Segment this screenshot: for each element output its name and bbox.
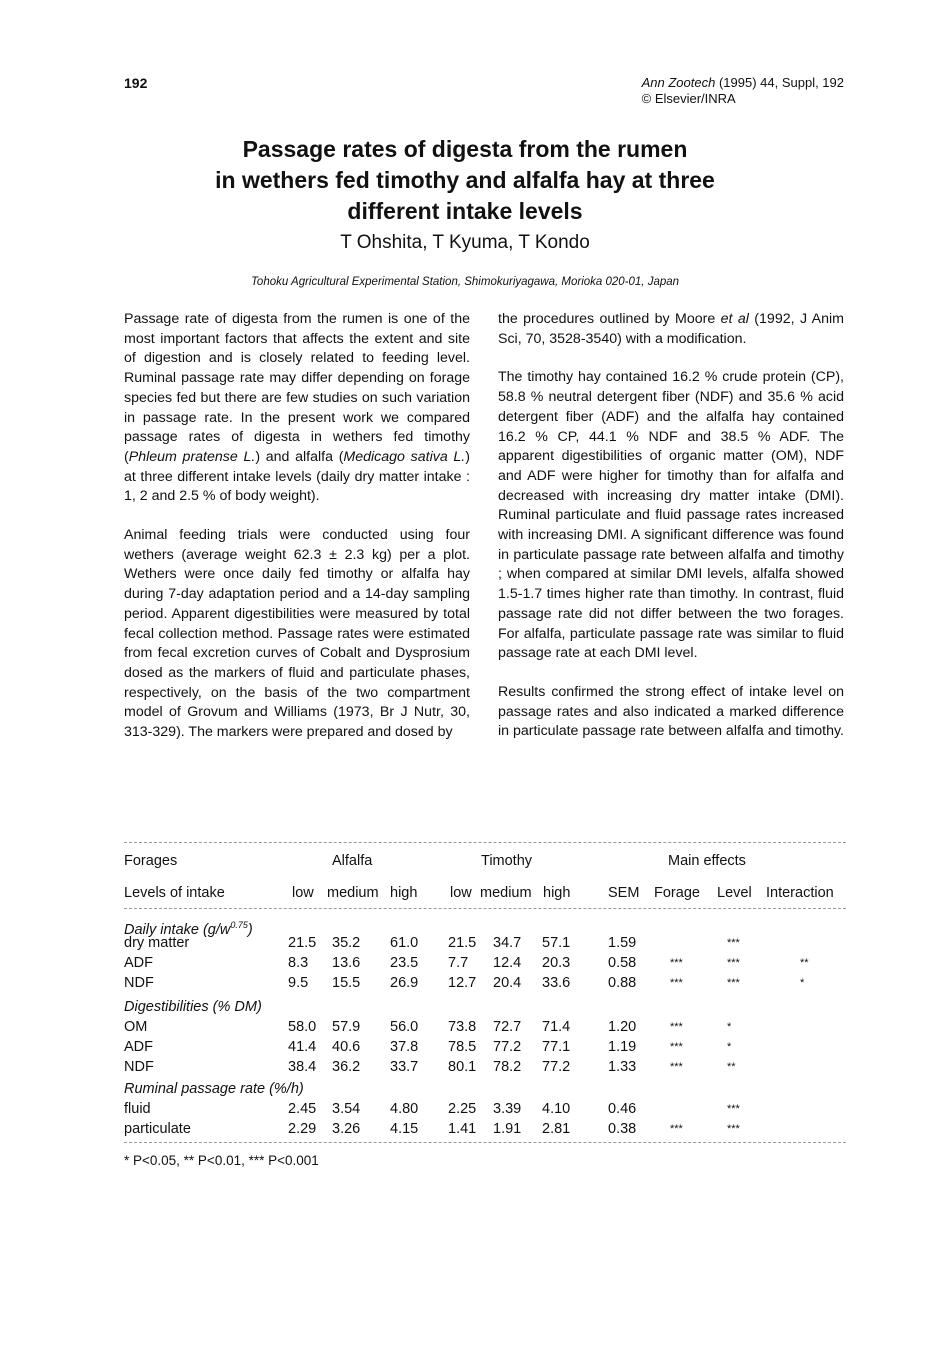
timothy-value: 71.4: [542, 1019, 571, 1035]
alfalfa-value: 4.80: [390, 1101, 419, 1117]
species-timothy: Phleum pratense L.: [128, 448, 256, 465]
alfalfa-value: 57.9: [332, 1019, 361, 1035]
alfalfa-value: 56.0: [390, 1019, 419, 1035]
section-daily-intake: Daily intake $(g/w^{0.75})$: [124, 920, 253, 938]
alfalfa-value: 33.7: [390, 1059, 419, 1075]
timothy-value: 2.81: [542, 1121, 571, 1137]
row-label: NDF: [124, 1059, 154, 1075]
timothy-value: 1.91: [493, 1121, 522, 1137]
header-rule: [124, 908, 846, 909]
authors: T Ohshita, T Kyuma, T Kondo: [340, 232, 590, 253]
timothy-value: 3.39: [493, 1101, 522, 1117]
journal-citation: [642, 75, 844, 107]
alfalfa-value: 13.6: [332, 955, 361, 971]
title-line-1: Passage rates of digesta from the rumen: [242, 136, 688, 162]
timothy-value: 33.6: [542, 975, 571, 991]
timothy-value: 20.3: [542, 955, 571, 971]
row-label: dry matter: [124, 935, 190, 951]
timothy-value: 80.1: [448, 1059, 477, 1075]
level-significance: *: [727, 1021, 732, 1033]
row-label: NDF: [124, 975, 154, 991]
sem-value: 1.33: [608, 1059, 637, 1075]
timothy-value: 77.2: [542, 1059, 571, 1075]
level-significance: **: [727, 1061, 736, 1073]
timothy-value: 77.2: [493, 1039, 522, 1055]
timothy-value: 34.7: [493, 935, 522, 951]
timothy-value: 7.7: [448, 955, 469, 971]
left-column: [124, 310, 470, 762]
sem-value: 0.38: [608, 1121, 637, 1137]
sem-value: 1.59: [608, 935, 637, 951]
timothy-value: 57.1: [542, 935, 571, 951]
header-alfalfa-high: high: [390, 885, 418, 901]
paragraph-1: Passage rate of digesta from the rumen is one of the most important factors that affects the extent and site of digestion and is closely related to feeding level. Ruminal passage rate may differ depending on forage species fed but there are few studies on such variation in passage rate. In the present work we compared passage rates of digesta in wethers fed timothy (Phleum pratense L.) and alfalfa (Medicago sativa L.) at three different intake levels (daily dry matter intake : 1, 2 and 2.5 % of body weight).: [124, 311, 470, 505]
timothy-value: 20.4: [493, 975, 522, 991]
level-significance: ***: [727, 937, 740, 949]
timothy-value: 1.41: [448, 1121, 477, 1137]
et-al: et al: [720, 311, 749, 327]
timothy-value: 77.1: [542, 1039, 571, 1055]
right-column: [498, 310, 844, 761]
article-title: [0, 134, 930, 227]
level-significance: ***: [727, 957, 740, 969]
table-bottom-rule: [124, 1142, 846, 1143]
header-forages: Forages: [124, 853, 178, 869]
table-footnote: * P<0.05, ** P<0.01, *** P<0.001: [124, 1153, 319, 1168]
header-levels: Levels of intake: [124, 885, 225, 901]
alfalfa-value: 58.0: [288, 1019, 317, 1035]
header-level: Level: [717, 885, 752, 901]
alfalfa-value: 23.5: [390, 955, 419, 971]
header-main-effects: Main effects: [668, 853, 746, 869]
alfalfa-value: 37.8: [390, 1039, 419, 1055]
timothy-value: 21.5: [448, 935, 477, 951]
header-alfalfa: Alfalfa: [332, 853, 373, 869]
paragraph-3: the procedures outlined by Moore et al (1992, J Anim Sci, 70, 3528-3540) with a modification.: [498, 311, 844, 347]
forage-significance: ***: [670, 1041, 683, 1053]
header-timothy-high: high: [543, 885, 571, 901]
alfalfa-value: 3.26: [332, 1121, 361, 1137]
header-timothy-medium: medium: [480, 885, 532, 901]
row-label: particulate: [124, 1121, 191, 1137]
species-alfalfa: Medicago sativa L.: [343, 448, 466, 465]
section-passage-rate: Ruminal passage rate (%/h): [124, 1081, 304, 1097]
level-significance: *: [727, 1041, 732, 1053]
header-sem: SEM: [608, 885, 640, 901]
timothy-value: 73.8: [448, 1019, 477, 1035]
level-significance: ***: [727, 977, 740, 989]
header-timothy: Timothy: [481, 853, 533, 869]
header-alfalfa-low: low: [292, 885, 314, 901]
paragraph-4: The timothy hay contained 16.2 % crude protein (CP), 58.8 % neutral detergent fiber (NDF) and 35.6 % acid detergent fiber (ADF) and the alfalfa hay contained 16.2 % CP, 44.1 % NDF and 38.5 % ADF. The apparent digestibilities of organic matter (OM), NDF and ADF were higher for timothy than for alfalfa and decreased with increasing dry matter intake (DMI). Ruminal particulate and fluid passage rates increased with increasing DMI. A significant difference was found in particulate passage rate between alfalfa and timothy ; when compared at similar DMI levels, alfalfa showed 1.5-1.7 times higher rate than timothy. In contrast, fluid passage rate did not differ between the two forages. For alfalfa, particulate passage rate was similar to fluid passage rate at each DMI level.: [498, 369, 844, 662]
alfalfa-value: 61.0: [390, 935, 419, 951]
timothy-value: 72.7: [493, 1019, 522, 1035]
table-top-rule: [124, 842, 846, 843]
row-label: OM: [124, 1019, 148, 1035]
page-number: 192: [124, 75, 148, 91]
alfalfa-value: 2.45: [288, 1101, 317, 1117]
alfalfa-value: 21.5: [288, 935, 317, 951]
sem-value: 1.20: [608, 1019, 637, 1035]
sem-value: 0.46: [608, 1101, 637, 1117]
forage-significance: ***: [670, 957, 683, 969]
journal-volume: (1995) 44, Suppl, 192: [715, 75, 844, 90]
alfalfa-value: 9.5: [288, 975, 309, 991]
row-label: ADF: [124, 955, 153, 971]
title-line-3: different intake levels: [347, 198, 583, 224]
alfalfa-value: 36.2: [332, 1059, 361, 1075]
timothy-value: 2.25: [448, 1101, 477, 1117]
interaction-significance: **: [800, 957, 809, 969]
alfalfa-value: 15.5: [332, 975, 361, 991]
section-digestibilities: Digestibilities (% DM): [124, 999, 262, 1015]
forage-significance: ***: [670, 1123, 683, 1135]
sem-value: 1.19: [608, 1039, 637, 1055]
level-significance: ***: [727, 1123, 740, 1135]
journal-name: Ann Zootech: [641, 75, 716, 90]
timothy-value: 78.2: [493, 1059, 522, 1075]
interaction-significance: *: [800, 977, 805, 989]
header-interaction: Interaction: [766, 885, 834, 901]
forage-significance: ***: [670, 1021, 683, 1033]
row-label: ADF: [124, 1039, 153, 1055]
alfalfa-value: 40.6: [332, 1039, 361, 1055]
alfalfa-value: 8.3: [288, 955, 309, 971]
forage-significance: ***: [670, 977, 683, 989]
header-alfalfa-medium: medium: [327, 885, 379, 901]
alfalfa-value: 35.2: [332, 935, 361, 951]
header-timothy-low: low: [450, 885, 472, 901]
title-line-2: in wethers fed timothy and alfalfa hay at three: [215, 167, 715, 193]
level-significance: ***: [727, 1103, 740, 1115]
alfalfa-value: 41.4: [288, 1039, 317, 1055]
timothy-value: 78.5: [448, 1039, 477, 1055]
sem-value: 0.88: [608, 975, 637, 991]
sem-value: 0.58: [608, 955, 637, 971]
timothy-value: 4.10: [542, 1101, 571, 1117]
alfalfa-value: 2.29: [288, 1121, 317, 1137]
timothy-value: 12.4: [493, 955, 522, 971]
timothy-value: 12.7: [448, 975, 477, 991]
forage-significance: ***: [670, 1061, 683, 1073]
alfalfa-value: 3.54: [332, 1101, 361, 1117]
affiliation: Tohoku Agricultural Experimental Station, Shimokuriyagawa, Morioka 020-01, Japan: [250, 276, 680, 288]
header-forage: Forage: [654, 885, 700, 901]
alfalfa-value: 26.9: [390, 975, 419, 991]
row-label: fluid: [124, 1101, 151, 1117]
paragraph-5: Results confirmed the strong effect of intake level on passage rates and also indicated a marked difference in particulate passage rate between alfalfa and timothy.: [498, 683, 844, 740]
alfalfa-value: 38.4: [288, 1059, 317, 1075]
publisher: © Elsevier/INRA: [641, 91, 736, 106]
alfalfa-value: 4.15: [390, 1121, 419, 1137]
paragraph-2: Animal feeding trials were conducted using four wethers (average weight 62.3 ± 2.3 kg) per a plot. Wethers were once daily fed timothy or alfalfa hay during 7-day adaptation period and a 14-day sampling period. Apparent digestibilities were measured by total fecal collection method. Passage rates were estimated from fecal excretion curves of Cobalt and Dysprosium dosed as the markers of fluid and particulate phases, respectively, on the basis of the two compartment model of Grovum and Williams (1973, Br J Nutr, 30, 313-329). The markers were prepared and dosed by: [124, 527, 470, 741]
